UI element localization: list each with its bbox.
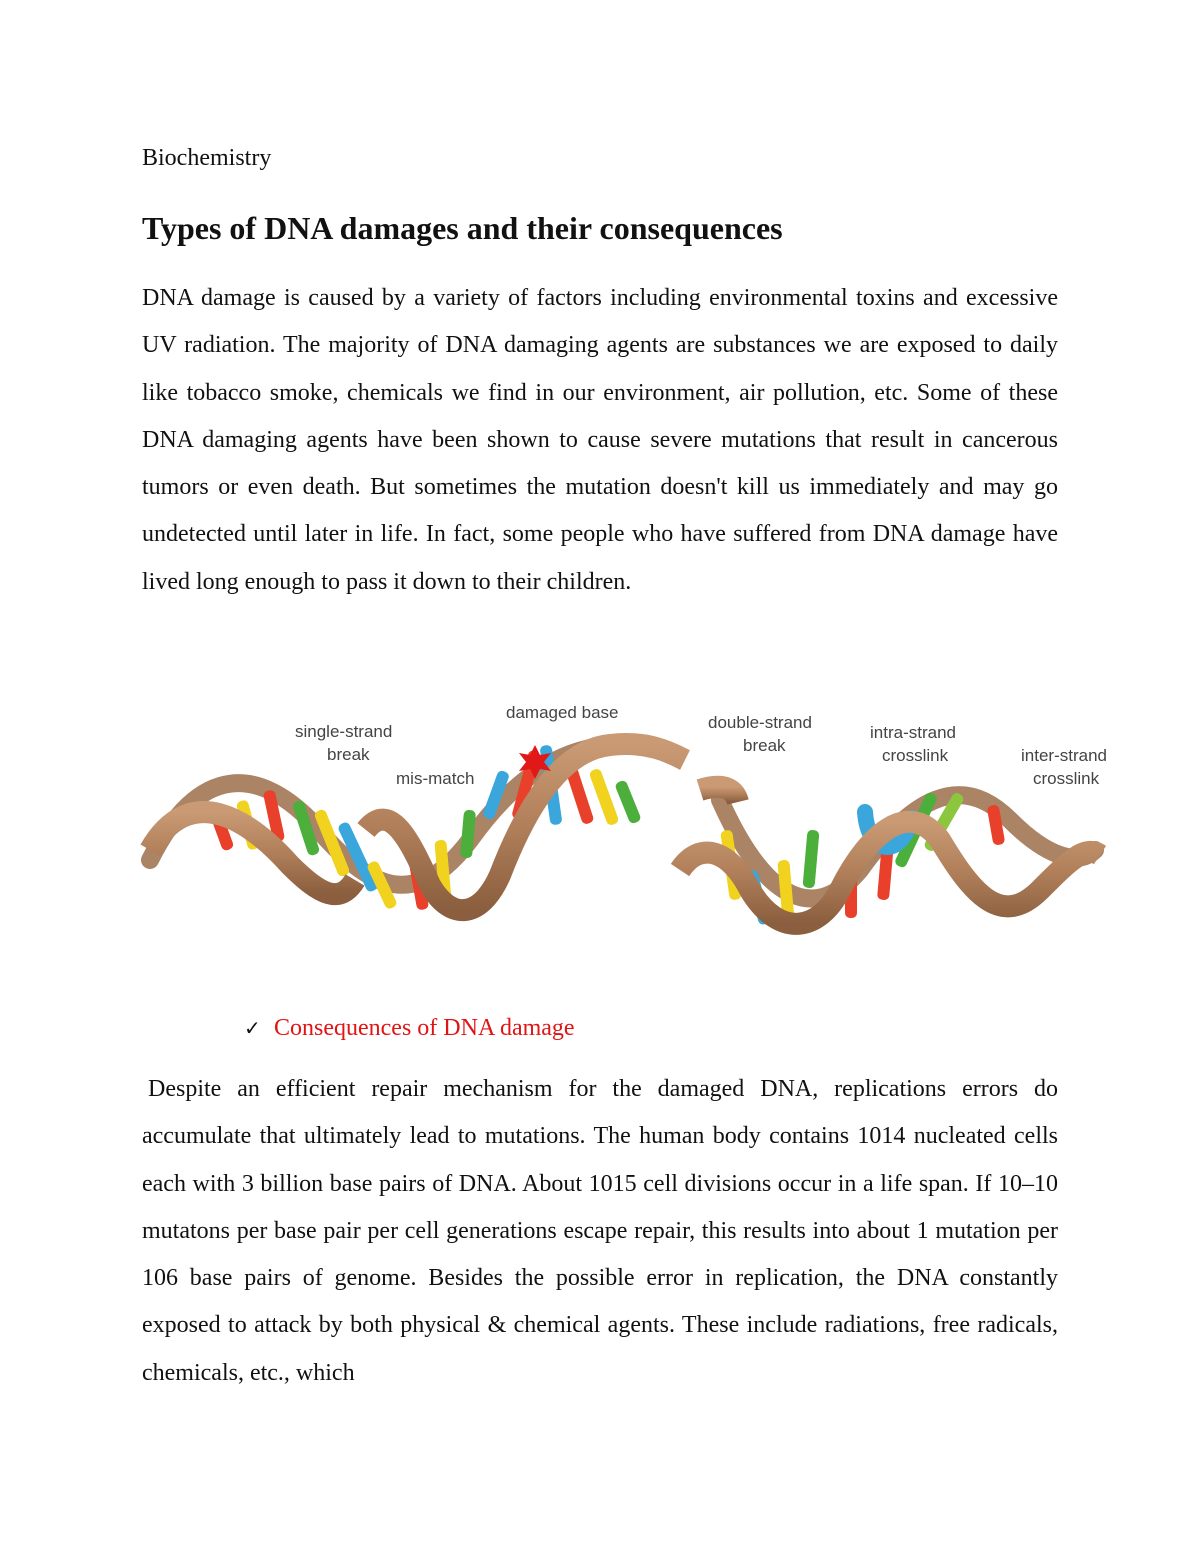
base-pair: [802, 830, 819, 889]
consequences-bullet: [244, 1009, 575, 1047]
label-single-strand: single-strand: [295, 722, 393, 741]
label-damaged-base: damaged base: [506, 703, 619, 722]
document-title: Types of DNA damages and their consequences: [142, 210, 783, 246]
check-icon: ✓: [244, 1016, 261, 1040]
label-mismatch: mis-match: [396, 769, 475, 788]
base-pair: [614, 779, 642, 824]
label-intra-strand: intra-strand: [870, 723, 956, 742]
base-pair: [460, 810, 476, 859]
consequences-paragraph: Despite an efficient repair mechanism for the damaged DNA, replications errors do accumulate that ultimately lead to mutations. The human body contains 1014 nucleated cells each with 3 billion base pairs of DNA. About 1015 cell divisions occur in a life span. If 10–10 mutatons per base pair per cell generations escape repair, this results into about 1 mutation per 106 base pairs of genome. Besides the possible error in replication, the DNA constantly exposed to attack by both physical & chemical agents. These include radiations, free radicals, chemicals, etc., which: [142, 1076, 1058, 1386]
label-inter-strand: inter-strand: [1021, 746, 1107, 765]
label-double-strand-break: break: [743, 736, 786, 755]
dna-helix-illustration: [140, 690, 1110, 960]
label-double-strand: double-strand: [708, 713, 812, 732]
intro-paragraph: DNA damage is caused by a variety of factors including environmental toxins and excessive UV radiation. The majority of DNA damaging agents are substances we are exposed to daily like tobacco smoke, chemicals we find in our environment, air pollution, etc. Some of these DNA damaging agents have been shown to cause severe mutations that result in cancerous tumors or even death. But sometimes the mutation doesn't kill us immediately and may go undetected until later in life. In fact, some people who have suffered from DNA damage have lived long enough to pass it down to their children.: [142, 285, 1058, 595]
label-inter-strand-crosslink: crosslink: [1033, 769, 1100, 788]
label-intra-strand-crosslink: crosslink: [882, 746, 949, 765]
subject-heading: Biochemistry: [142, 145, 272, 171]
consequences-heading: Consequences of DNA damage: [274, 1015, 575, 1041]
dna-damage-figure: [140, 690, 1110, 960]
label-single-strand-break: break: [327, 745, 370, 764]
